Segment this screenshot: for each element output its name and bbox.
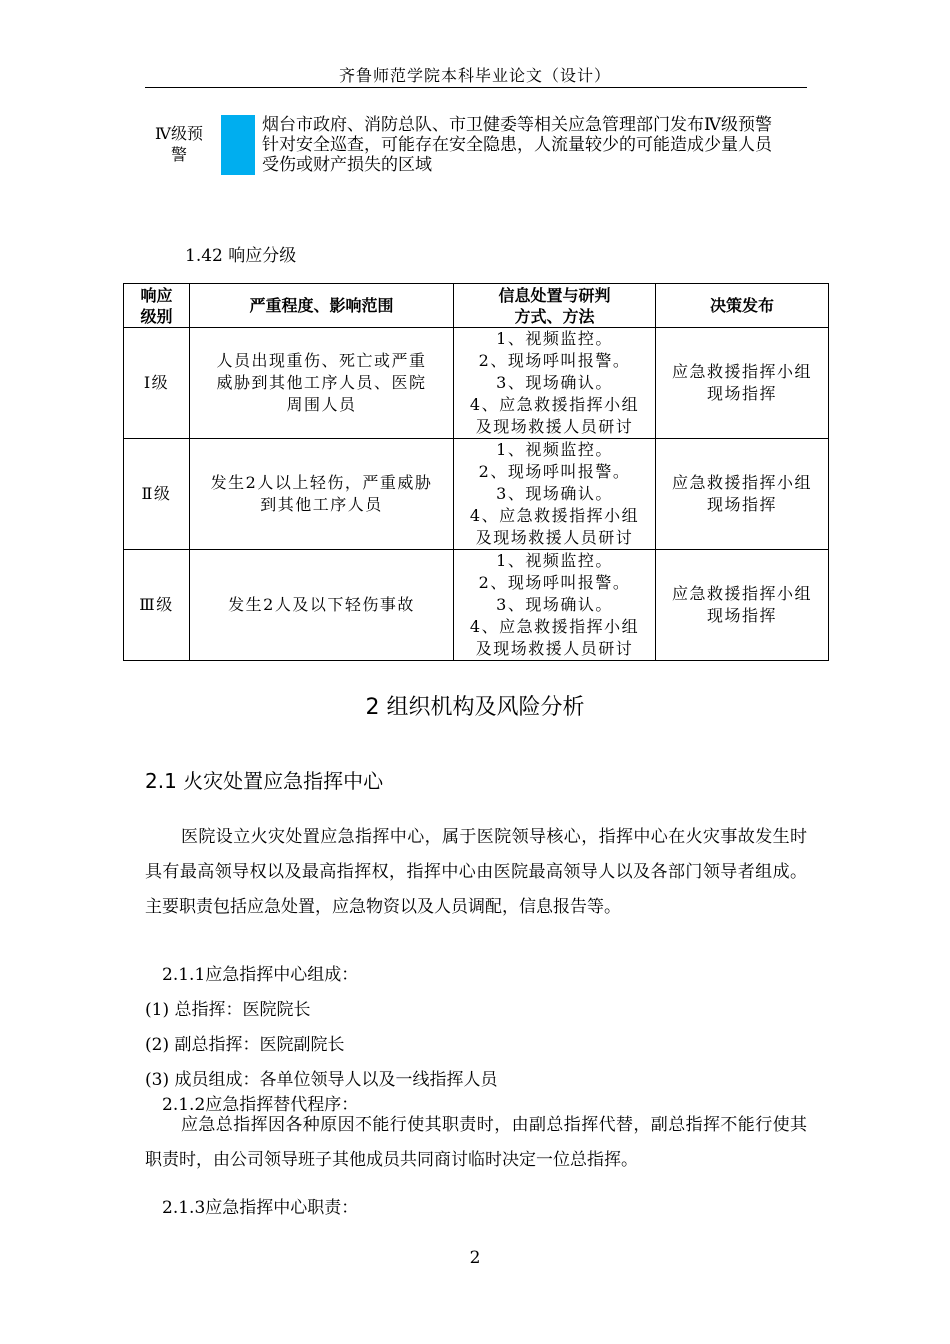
cell-line: 周围人员 — [286, 395, 357, 414]
cell-line: 4、应急救援指挥小组 — [469, 506, 640, 525]
response-level-table — [123, 283, 829, 661]
cell-method — [454, 328, 656, 439]
warning-line: 烟台市政府、消防总队、市卫健委等相关应急管理部门发布Ⅳ级预警 — [262, 115, 772, 135]
cell-line: 1、视频监控。 — [496, 440, 613, 459]
header-rule — [145, 87, 807, 88]
cell-decision — [656, 328, 829, 439]
cell-decision — [656, 439, 829, 550]
cell-severity — [190, 439, 454, 550]
list-item: (3) 成员组成：各单位领导人以及一线指挥人员 — [145, 1070, 498, 1090]
header-severity: 严重程度、影响范围 — [190, 284, 454, 328]
header-text: 级别 — [140, 306, 173, 326]
cell-severity — [190, 328, 454, 439]
cell-line: 到其他工序人员 — [260, 495, 383, 514]
cell-line: 4、应急救援指挥小组 — [469, 617, 640, 636]
table-row — [124, 550, 829, 661]
table-row — [124, 328, 829, 439]
cell-line: 威胁到其他工序人员、医院 — [216, 373, 427, 392]
header-text: 响应 — [140, 285, 173, 305]
cell-line: 4、应急救援指挥小组 — [469, 395, 640, 414]
warning-label-line: Ⅳ级预 — [155, 124, 203, 143]
section-title: 2.1 火灾处置应急指挥中心 — [145, 769, 384, 793]
header-text: 信息处置与研判 — [498, 285, 611, 305]
warning-description — [262, 115, 802, 175]
header-method — [454, 284, 656, 328]
cell-line: 及现场救援人员研讨 — [475, 417, 634, 436]
header-text: 方式、方法 — [514, 306, 595, 326]
cell-line: 应急救援指挥小组 — [671, 362, 812, 381]
header-decision: 决策发布 — [656, 284, 829, 328]
cell-line: 3、现场确认。 — [496, 595, 613, 614]
cell-level: Ⅰ级 — [124, 328, 190, 439]
header-level — [124, 284, 190, 328]
cell-line: 3、现场确认。 — [496, 373, 613, 392]
cell-decision — [656, 550, 829, 661]
list-item: (1) 总指挥：医院院长 — [145, 1000, 311, 1020]
cell-line: 现场指挥 — [706, 495, 777, 514]
cell-line: 2、现场呼叫报警。 — [478, 573, 631, 592]
cell-line: 2、现场呼叫报警。 — [478, 351, 631, 370]
cell-line: 人员出现重伤、死亡或严重 — [216, 351, 427, 370]
subsection-heading: 2.1.3应急指挥中心职责： — [162, 1198, 359, 1218]
cell-line: 及现场救援人员研讨 — [475, 528, 634, 547]
subsection-heading: 2.1.1应急指挥中心组成： — [162, 965, 359, 985]
cell-line: 1、视频监控。 — [496, 329, 613, 348]
cell-method — [454, 439, 656, 550]
cell-line: 3、现场确认。 — [496, 484, 613, 503]
page-number: 2 — [469, 1248, 481, 1268]
table-header-row — [124, 284, 829, 328]
cell-line: 现场指挥 — [706, 606, 777, 625]
warning-color-swatch — [221, 115, 255, 175]
warning-level-label — [148, 123, 210, 165]
page-header: 齐鲁师范学院本科毕业论文（设计） — [338, 66, 611, 85]
chapter-title: 2 组织机构及风险分析 — [365, 695, 585, 720]
cell-line: 发生2人以上轻伤，严重威胁 — [210, 473, 433, 492]
warning-line: 受伤或财产损失的区域 — [262, 155, 432, 175]
cell-method — [454, 550, 656, 661]
body-paragraph: 医院设立火灾处置应急指挥中心，属于医院领导核心，指挥中心在火灾事故发生时具有最高领导权以及最高指挥权，指挥中心由医院最高领导人以及各部门领导者组成。主要职责包括应急处置，应急物资以及人员调配，信息报告等。 — [145, 827, 807, 917]
table-row — [124, 439, 829, 550]
cell-level: Ⅲ级 — [124, 550, 190, 661]
warning-label-line: 警 — [170, 145, 187, 164]
list-item: (2) 副总指挥：医院副院长 — [145, 1035, 345, 1055]
cell-line: 应急救援指挥小组 — [671, 473, 812, 492]
body-paragraph: 应急总指挥因各种原因不能行使其职责时，由副总指挥代替，副总指挥不能行使其职责时，由公司领导班子其他成员共同商讨临时决定一位总指挥。 — [145, 1115, 807, 1170]
cell-line: 及现场救援人员研讨 — [475, 639, 634, 658]
cell-line: 应急救援指挥小组 — [671, 584, 812, 603]
table-caption: 1.42 响应分级 — [185, 246, 297, 266]
cell-line: 2、现场呼叫报警。 — [478, 462, 631, 481]
cell-severity — [190, 550, 454, 661]
cell-line: 1、视频监控。 — [496, 551, 613, 570]
cell-level: Ⅱ级 — [124, 439, 190, 550]
warning-line: 针对安全巡查，可能存在安全隐患，人流量较少的可能造成少量人员 — [262, 135, 772, 155]
cell-line: 现场指挥 — [706, 384, 777, 403]
subsection-heading: 2.1.2应急指挥替代程序： — [162, 1095, 359, 1115]
cell-line: 发生2人及以下轻伤事故 — [228, 595, 415, 614]
